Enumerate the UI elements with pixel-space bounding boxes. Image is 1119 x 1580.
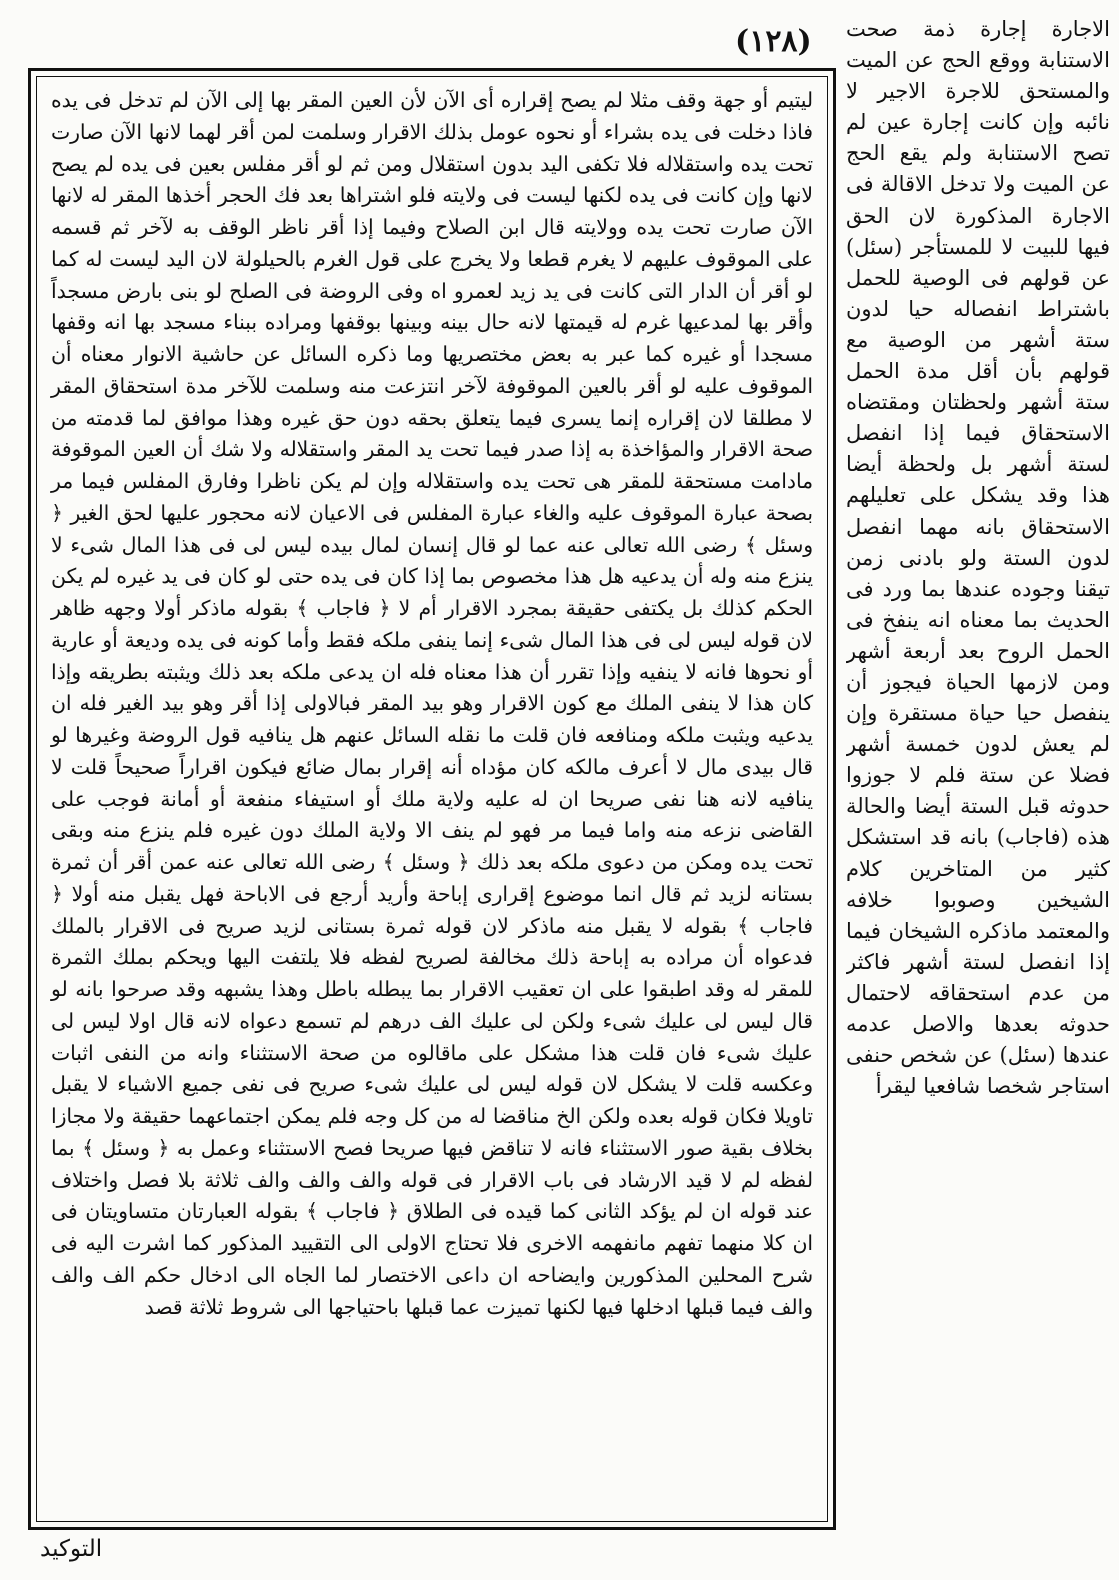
margin-commentary <box>846 14 1110 1574</box>
main-text-frame <box>28 68 836 1530</box>
main-text-inner-border <box>36 76 828 1522</box>
main-text-body: ليتيم أو جهة وقف مثلا لم يصح إقراره أى الآن لأن العين المقر بها إلى الآن لم تدخل فى يده فاذا دخلت فى يده بشراء أو نحوه عومل بذلك الاقرار وسلمت لمن أقر لهما لانها الآن صارت تحت يده واستقلاله فلا تكفى اليد بدون استقلال ومن ثم لو أقر مفلس بعين فى يده لم يصح لانها وإن كانت فى يده لكنها ليست فى ولايته فلو اشتراها بعد فك الحجر أخذها المقر له لانها الآن صارت تحت يده وولايته قال ابن الصلاح وفيما إذا أقر ناظر الوقف به لآخر ثم قسمه على الموقوف عليهم لا يغرم قطعا ولا يخرج على قول الغرم بالحيلولة لان اليد ليست له كما لو أقر أن الدار التى كانت فى يد زيد لعمرو اه وفى الروضة فى الصلح لو بنى بارض مسجداً وأقر بها لمدعيها غرم له قيمتها لانه حال بينه وبينها بوقفها ومراده ببناء مسجد بها انه وقفها مسجدا أو غيره كما عبر به بعض مختصريها وما ذكره السائل عن حاشية الانوار معناه أن الموقوف عليه لو أقر بالعين الموقوفة لآخر انتزعت منه وسلمت للآخر مدة استحقاق المقر لا مطلقا لان إقراره إنما يسرى فيما يتعلق بحقه دون حق غيره وهذا موافق لما قدمته من صحة الاقرار والمؤاخذة به إذا صدر فيما تحت يد المقر واستقلاله ولا شك أن العين الموقوفة مادامت مستحقة للمقر هى تحت يده واستقلاله وإن لم يكن ناظرا وفارق المفلس فيما مر بصحة عبارة الموقوف عليه والغاء عبارة المفلس فى الاعيان لانه محجور عليها لحق الغير ﴿ وسئل ﴾ رضى الله تعالى عنه عما لو قال إنسان لمال بيده ليس لى فى هذا المال شىء لا ينزع منه وله أن يدعيه هل هذا مخصوص بما إذا كان فى يده حتى لو كان فى يد غيره لم يكن الحكم كذلك بل يكتفى حقيقة بمجرد الاقرار أم لا ﴿ فاجاب ﴾ بقوله ماذكر أولا وجهه ظاهر لان قوله ليس لى فى هذا المال شىء إنما ينفى ملكه فقط وأما كونه فى يده وديعة أو عارية أو نحوها فانه لا ينفيه وإذا تقرر أن هذا معناه فله ان يدعى ملكه بعد ذلك ويثبته بطريقه وإذا كان هذا لا ينفى الملك مع كون الاقرار وهو بيد المقر فبالاولى إذا أقر وهو بيد الغير فله ان يدعيه ويثبت ملكه ومنافعه فان قلت ما نقله السائل عنهم هل ينافيه قول الروضة وغيرها لو قال بيدى مال لا أعرف مالكه كان مؤداه أنه إقرار بمال ضائع فيكون اقراراً صحيحاً قلت لا ينافيه لانه هنا نفى صريحا ان له عليه ولاية ملك أو استيفاء منفعة أو أمانة فوجب على القاضى نزعه منه واما فيما مر فهو لم ينف الا ولاية الملك دون غيره فلم ينزع منه وبقى تحت يده ومكن من دعوى ملكه بعد ذلك ﴿ وسئل ﴾ رضى الله تعالى عنه عمن أقر أن ثمرة بستانه لزيد ثم قال انما موضوع إقرارى إباحة وأريد أرجع فى الاباحة فهل يقبل منه أولا ﴿ فاجاب ﴾ بقوله لا يقبل منه ماذكر لان قوله ثمرة بستانى لزيد صريح فى الاقرار بالملك فدعواه أن مراده به إباحة ذلك مخالفة لصريح لفظه فلا يلتفت اليها ويحكم بملك الثمرة للمقر له وقد اطبقوا على ان تعقيب الاقرار بما يبطله باطل وهذا يشبهه وقد صرحوا بانه لو قال ليس لى عليك شىء ولكن لى عليك الف درهم لم تسمع دعواه لانه قال اولا ليس لى عليك شىء فان قلت هذا مشكل على ماقالوه من صحة الاستثناء وانه من النفى اثبات وعكسه قلت لا يشكل لان قوله ليس لى عليك شىء صريح فى نفى جميع الاشياء لا يقبل تاويلا فكان قوله بعده ولكن الخ مناقضا له من كل وجه فلم يمكن اجتماعهما حقيقة ولا مجازا بخلاف بقية صور الاستثناء فانه لا تناقض فيها صريحا فصح الاستثناء وعمل به ﴿ وسئل ﴾ بما لفظه لم لا قيد الارشاد فى باب الاقرار فى قوله والف والف والف ثلاثة بلا فصل واختلاف عند قوله ان لم يؤكد الثانى كما قيده فى الطلاق ﴿ فاجاب ﴾ بقوله العبارتان متساويتان فى ان كلا منهما تفهم مانفهمه الاخرى فلا تحتاج الاولى الى التقييد المذكور كما اشرت اليه فى شرح المحلين المذكورين وايضاحه ان داعى الاختصار لما الجاه الى ادخال حكم الف والف والف فيما قبلها ادخلها فيها لكنها تميزت عما قبلها باحتياجها الى شروط ثلاثة قصد <box>51 88 813 1319</box>
margin-text-body: الاجارة إجارة ذمة صحت الاستنابة ووقع الحج عن الميت والمستحق للاجرة الاجير لا نائبه وإن كانت إجارة عين لم تصح الاستنابة ولم يقع الحج عن الميت ولا تدخل الاقالة فى الاجارة المذكورة لان الحق فيها للبيت لا للمستأجر (سئل) عن قولهم فى الوصية للحمل باشتراط انفصاله حيا لدون ستة أشهر من الوصية مع قولهم بأن أقل مدة الحمل ستة أشهر ولحظتان ومقتضاه الاستحقاق فيما إذا انفصل لستة أشهر بل ولحظة أيضا هذا وقد يشكل على تعليلهم الاستحقاق بانه مهما انفصل لدون الستة ولو بادنى زمن تيقنا وجوده عندها بما ورد فى الحديث بما معناه انه ينفخ فى الحمل الروح بعد أربعة أشهر ومن لازمها الحياة فيجوز أن ينفصل حيا حياة مستقرة وإن لم يعش لدون خمسة أشهر فضلا عن ستة فلم لا جوزوا حدوثه قبل الستة أيضا والحالة هذه (فاجاب) بانه قد استشكل كثير من المتاخرين كلام الشيخين وصوبوا خلافه والمعتمد ماذكره الشيخان فيما إذا انفصل لستة أشهر فاكثر من عدم استحقاقه لاحتمال حدوثه بعدها والاصل عدمه عندها (سئل) عن شخص حنفى استاجر شخصا شافعيا ليقرأ <box>846 17 1110 1099</box>
page-number: (١٢٨) <box>735 24 812 59</box>
catchword: التوكيد <box>40 1536 103 1562</box>
